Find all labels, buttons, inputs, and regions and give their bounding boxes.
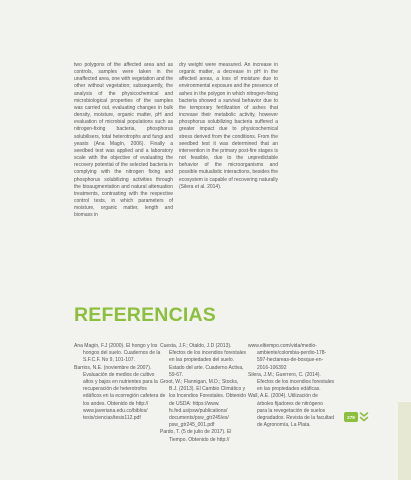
reference-item: Cuesta, J.F.; Otaldo, J.D (2013). Efectos de los incendios forestales en las propiedades del suelo. Estado del arte. Cuaderno Activa, 59-67. [160, 343, 246, 378]
references-column-2 [160, 343, 248, 444]
reference-item: Barrios, N.E. (noviembre de 2007). Evaluación de medios de cultivo altos y bajos en nutrientes para la recuperación de heterotrofos edáficos en la ecorregión cafetera de los andes. Obtenido de http:// www.javeriana.edu.co/biblos/ tesis/ciencias/tesis112.pdf [74, 364, 166, 422]
page-number-badge [344, 412, 358, 422]
references-heading: REFERENCIAS [74, 304, 216, 326]
body-paragraph-right: dry weight were measured. An increase in organic matter, a decrease in pH in the affected areas, a loss of moisture due to environmental exposure and the presence of ashes in the polygon in which nitrogen-fixing bacteria showed a survival behavior due to the temporary fertilization of ashes that increase their metabolic activity, however phosphorus solubilizing bacteria suffered a greater impact due to physicochemical stress derived from the conditions. From the seedbed test it was determined that an intervention in the primary post-fire stages is not feasible, due to the unpredictable behavior of the microorganisms and possible mutualistic interactions, besides the ecosystem is capable of recovering naturally (Silera et al. 2014). [179, 62, 278, 190]
reference-item: Groot, W.; Flannigan, M.D.; Stocks, B.J. (2013). El Cambio Climático y los Incendios Forestales. Obtenido de USDA: https://www. fs.fed.us/psw/publications/ documents/psw_gtr245/es/ psw_gtr245_001.pdf [160, 379, 246, 429]
reference-item: Ana Magín, F.J (2000). El hongo y los hongos del suelo. Cuadernos de la S.F.C.F. No 9, 101-107. [74, 343, 161, 364]
body-column-right [179, 62, 278, 191]
reference-item: Wall, A.E. (2004). Utilización de árboles fijadores de nitrógeno para la revegetación de suelos degradados. Revista de la facultad de Agronomía, La Plata. [248, 393, 334, 429]
reference-item: Silera, J.M.; Guerrero, C. (2014). Efectos de los incendios forestales en las propiedades edáficas. [248, 371, 334, 393]
reference-item: www.eltiempo.com/vida/medio-ambiente/colombia-perdio-178-597-hectareas-de-bosque-en-2016-106392 [248, 343, 327, 371]
body-paragraph-left: two polygons of the affected area and as controls, samples were taken in the unaffected area, one with vegetation and the other without vegetation; subsequently, the analysis of the physicochemical and microbiological properties of the samples was carried out, evaluating changes in bulk density, moisture, organic matter, pH and evaluation of microbial populations such as nitrogen-fixing bacteria, phosphorus solubilisers, total heterotrophs and fungi and yeasts (Ana Magín, 2006). Finally a seedbed test was applied and a laboratory scale with the objective of evaluating the recovery potential of the selected bacteria in complying with the nitrogen fixing and phosphorus solubilizing activities through the bioaugmentation and natural attenuation treatments, contrasting with the respective control tests, in which parameters of moisture, organic matter, length and biomass in [74, 62, 173, 219]
page-number: 279 [347, 414, 355, 420]
references-column-1 [74, 343, 166, 422]
body-column-left [74, 62, 173, 219]
references-column-3 [248, 343, 334, 429]
side-tab-decoration [398, 402, 411, 480]
reference-item: Pardo, T. (5 de julio de 2017). El Tiempo. Obtenido de http:// [160, 429, 232, 443]
double-chevron-down-icon[interactable] [359, 411, 369, 423]
